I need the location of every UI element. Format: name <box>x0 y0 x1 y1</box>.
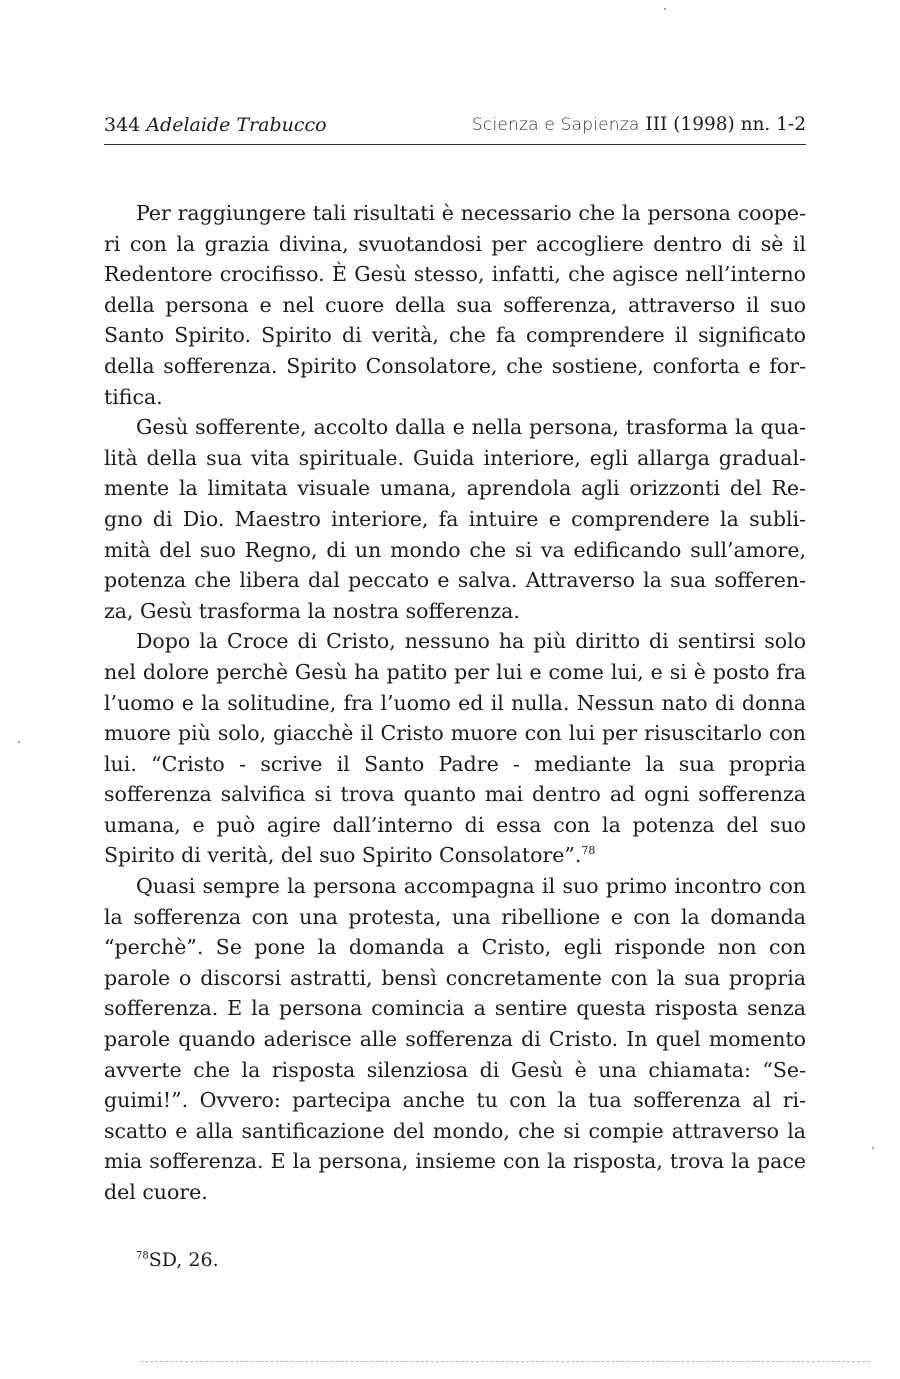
scan-speck <box>18 741 20 743</box>
article-body <box>104 198 806 1208</box>
scan-speck <box>872 1147 874 1149</box>
page-number: 344 <box>104 114 141 136</box>
running-header <box>104 112 806 145</box>
footnote-number: 78 <box>136 1250 149 1262</box>
author-name: Adelaide Trabucco <box>146 114 327 136</box>
footnote-text: SD, 26. <box>148 1249 219 1271</box>
header-right <box>472 114 806 135</box>
paragraph-4: Quasi sempre la persona accompagna il suo primo incontro con la sofferenza con una protesta, una ribellione e con la domanda “perchè”. Se pone la domanda a Cristo, egli risponde non con parole o discorsi astratti, bensì concretamente con la sua propria sofferenza. E la persona comincia a sentire questa risposta senza parole quando aderisce alle sofferenza di Cristo. In quel momento avverte che la risposta silenziosa di Gesù è una chiamata: “Seguimi!”. Ovvero: partecipa anche tu con la tua sofferenza al riscatto e alla santificazione del mondo, che si compie attraverso la mia sofferenza. E la persona, insieme con la risposta, trova la pace del cuore. <box>104 874 806 1204</box>
paragraph-3-text: Dopo la Croce di Cristo, nessuno ha più diritto di sentirsi solo nel dolore perchè Gesù ha patito per lui e come lui, e si è posto fra l’uomo e la solitudine, fra l’uomo ed il nulla. Nessun nato di donna muore più solo, giacchè il Cristo muore con lui per risuscitarlo con lui. “Cristo - scrive il Santo Padre - mediante la sua propria sofferenza salvifica si trova quanto mai dentro ad ogni sofferenza umana, e può agire dall’interno di essa con la potenza del suo Spirito di verità, del suo Spirito Consolatore”. <box>104 629 806 868</box>
footnote <box>136 1249 219 1271</box>
header-left <box>104 114 327 136</box>
paragraph-1: Per raggiungere tali risultati è necessario che la persona cooperi con la grazia divina, svuotandosi per accogliere dentro di sè il Redentore crocifisso. È Gesù stesso, infatti, che agisce nell’interno della persona e nel cuore della sua sofferenza, attraverso il suo Santo Spirito. Spirito di verità, che fa comprendere il significato della sofferenza. Spirito Consolatore, che sostiene, conforta e fortifica. <box>104 201 806 409</box>
paragraph-2: Gesù sofferente, accolto dalla e nella persona, trasforma la qualità della sua vita spirituale. Guida interiore, egli allarga gradualmente la limitata visuale umana, aprendola agli orizzonti del Regno di Dio. Maestro interiore, fa intuire e comprendere la sublimità del suo Regno, di un mondo che si va edificando sull’amore, potenza che libera dal peccato e salva. Attraverso la sua sofferenza, Gesù trasforma la nostra sofferenza. <box>104 415 806 623</box>
paragraph-3 <box>104 626 806 871</box>
footnote-reference: 78 <box>581 844 596 858</box>
journal-title: Scienza e Sapienza <box>471 115 640 135</box>
scan-artifact-line <box>140 1361 870 1362</box>
issue-info: III (1998) nn. 1-2 <box>645 114 806 135</box>
scan-speck <box>664 8 666 10</box>
